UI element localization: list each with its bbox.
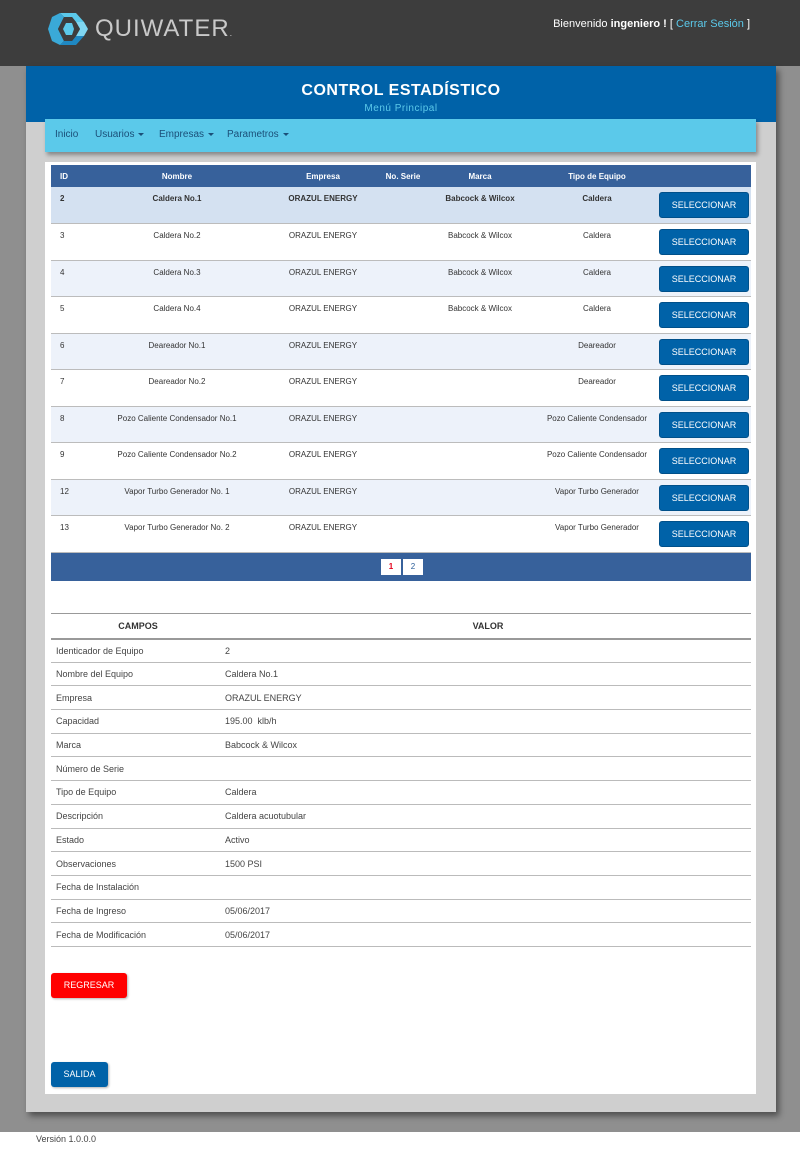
caret-down-icon <box>283 133 289 136</box>
cell-id: 5 <box>51 297 91 334</box>
detail-field: Fecha de Ingreso <box>51 899 225 923</box>
detail-value <box>225 757 751 781</box>
cell-tipo: Deareador <box>537 370 657 407</box>
version-label: Versión 1.0.0.0 <box>36 1134 97 1144</box>
nav-empresas-label: Empresas <box>159 129 205 140</box>
cell-id: 7 <box>51 370 91 407</box>
seleccionar-button[interactable]: SELECCIONAR <box>659 266 749 292</box>
header-tipo: Tipo de Equipo <box>537 165 657 187</box>
detail-value: 05/06/2017 <box>225 899 751 923</box>
cell-id: 4 <box>51 260 91 297</box>
cell-id: 13 <box>51 516 91 553</box>
regresar-button[interactable]: REGRESAR <box>51 973 127 998</box>
header-empresa: Empresa <box>263 165 383 187</box>
cell-serie <box>383 406 423 443</box>
cell-nombre: Vapor Turbo Generador No. 1 <box>91 479 263 516</box>
page-link-2[interactable]: 2 <box>403 559 423 575</box>
equipment-table-header <box>51 165 751 187</box>
top-bar <box>0 0 800 66</box>
header-nombre: Nombre <box>91 165 263 187</box>
cell-nombre: Deareador No.1 <box>91 333 263 370</box>
detail-value: Caldera No.1 <box>225 662 751 686</box>
detail-field: Estado <box>51 828 225 852</box>
cell-marca <box>423 479 537 516</box>
cell-empresa: ORAZUL ENERGY <box>263 516 383 553</box>
seleccionar-button[interactable]: SELECCIONAR <box>659 448 749 474</box>
detail-field: Número de Serie <box>51 757 225 781</box>
cell-action <box>657 443 751 480</box>
detail-row <box>51 804 751 828</box>
page-header <box>26 66 776 122</box>
nav-usuarios-label: Usuarios <box>95 129 135 140</box>
logout-link[interactable]: Cerrar Sesión <box>676 18 744 30</box>
cell-marca: Babcock & Wilcox <box>423 224 537 261</box>
cell-id: 3 <box>51 224 91 261</box>
cell-action <box>657 260 751 297</box>
detail-field: Marca <box>51 733 225 757</box>
table-row[interactable] <box>51 333 751 370</box>
detail-row <box>51 639 751 663</box>
detail-field: Empresa <box>51 686 225 710</box>
cell-serie <box>383 333 423 370</box>
cell-empresa: ORAZUL ENERGY <box>263 443 383 480</box>
cell-nombre: Deareador No.2 <box>91 370 263 407</box>
detail-value <box>225 875 751 899</box>
welcome-text: Bienvenido <box>553 18 608 30</box>
cell-marca <box>423 370 537 407</box>
detail-field: Fecha de Instalación <box>51 875 225 899</box>
detail-row <box>51 828 751 852</box>
cell-action <box>657 406 751 443</box>
welcome-message <box>553 18 750 30</box>
seleccionar-button[interactable]: SELECCIONAR <box>659 485 749 511</box>
header-valor: VALOR <box>225 614 751 639</box>
nav-inicio[interactable] <box>55 129 78 140</box>
cell-id: 2 <box>51 187 91 224</box>
cell-marca: Babcock & Wilcox <box>423 187 537 224</box>
cell-tipo: Vapor Turbo Generador <box>537 479 657 516</box>
detail-value: 1500 PSI <box>225 852 751 876</box>
header-serie: No. Serie <box>383 165 423 187</box>
page-link-1[interactable]: 1 <box>381 559 401 575</box>
cell-serie <box>383 187 423 224</box>
nav-inicio-label: Inicio <box>55 129 79 140</box>
detail-field: Tipo de Equipo <box>51 781 225 805</box>
main-navbar <box>45 119 756 152</box>
cell-tipo: Vapor Turbo Generador <box>537 516 657 553</box>
cell-marca: Babcock & Wilcox <box>423 297 537 334</box>
detail-row <box>51 662 751 686</box>
nav-empresas-dropdown[interactable] <box>159 129 214 140</box>
cell-nombre: Pozo Caliente Condensador No.2 <box>91 443 263 480</box>
cell-id: 6 <box>51 333 91 370</box>
user-name: ingeniero <box>610 18 661 30</box>
welcome-exclamation: ! <box>663 18 667 30</box>
cell-action <box>657 516 751 553</box>
quiwater-logo-icon <box>46 11 90 47</box>
cell-marca <box>423 406 537 443</box>
detail-field: Observaciones <box>51 852 225 876</box>
detail-row <box>51 757 751 781</box>
cell-marca <box>423 443 537 480</box>
cell-empresa: ORAZUL ENERGY <box>263 260 383 297</box>
seleccionar-button[interactable]: SELECCIONAR <box>659 339 749 365</box>
nav-parametros-label: Parametros <box>227 129 279 140</box>
header-marca: Marca <box>423 165 537 187</box>
detail-field: Capacidad <box>51 710 225 734</box>
cell-serie <box>383 370 423 407</box>
cell-tipo: Pozo Caliente Condensador <box>537 443 657 480</box>
salida-button[interactable]: SALIDA <box>51 1062 108 1087</box>
detail-row <box>51 923 751 947</box>
seleccionar-button[interactable]: SELECCIONAR <box>659 412 749 438</box>
detail-value: 05/06/2017 <box>225 923 751 947</box>
nav-parametros-dropdown[interactable] <box>227 129 289 140</box>
cell-marca <box>423 333 537 370</box>
brand-registered-mark: . <box>229 28 233 38</box>
brand-logo[interactable] <box>46 11 232 47</box>
cell-nombre: Caldera No.2 <box>91 224 263 261</box>
cell-nombre: Caldera No.1 <box>91 187 263 224</box>
detail-value: ORAZUL ENERGY <box>225 686 751 710</box>
caret-down-icon <box>208 133 214 136</box>
brand-name: QUIWATER <box>95 15 230 42</box>
detail-row <box>51 686 751 710</box>
detail-value: 2 <box>225 639 751 663</box>
cell-id: 9 <box>51 443 91 480</box>
detail-value: Activo <box>225 828 751 852</box>
cell-nombre: Caldera No.4 <box>91 297 263 334</box>
detail-field: Descripción <box>51 804 225 828</box>
detail-value: 195.00 klb/h <box>225 710 751 734</box>
page-subtitle: Menú Principal <box>364 103 438 114</box>
cell-action <box>657 297 751 334</box>
logout-open-bracket: [ <box>669 18 673 30</box>
detail-row <box>51 781 751 805</box>
detail-value: Babcock & Wilcox <box>225 733 751 757</box>
cell-serie <box>383 443 423 480</box>
cell-empresa: ORAZUL ENERGY <box>263 224 383 261</box>
caret-down-icon <box>138 133 144 136</box>
detail-row <box>51 899 751 923</box>
nav-usuarios-dropdown[interactable] <box>95 129 144 140</box>
cell-empresa: ORAZUL ENERGY <box>263 479 383 516</box>
detail-value: Caldera <box>225 781 751 805</box>
equipment-table <box>51 165 751 553</box>
equipment-detail-table <box>51 613 751 947</box>
header-campos: CAMPOS <box>51 614 225 639</box>
cell-nombre: Caldera No.3 <box>91 260 263 297</box>
detail-field: Nombre del Equipo <box>51 662 225 686</box>
pagination-bar <box>51 553 751 581</box>
cell-tipo: Caldera <box>537 224 657 261</box>
cell-action <box>657 187 751 224</box>
seleccionar-button[interactable]: SELECCIONAR <box>659 521 749 547</box>
cell-action <box>657 333 751 370</box>
cell-nombre: Pozo Caliente Condensador No.1 <box>91 406 263 443</box>
header-action <box>657 165 751 187</box>
table-row[interactable] <box>51 479 751 516</box>
seleccionar-button[interactable]: SELECCIONAR <box>659 375 749 401</box>
cell-action <box>657 479 751 516</box>
cell-tipo: Pozo Caliente Condensador <box>537 406 657 443</box>
cell-empresa: ORAZUL ENERGY <box>263 333 383 370</box>
cell-serie <box>383 516 423 553</box>
cell-nombre: Vapor Turbo Generador No. 2 <box>91 516 263 553</box>
detail-field: Identicador de Equipo <box>51 639 225 663</box>
detail-row <box>51 875 751 899</box>
detail-row <box>51 733 751 757</box>
cell-action <box>657 370 751 407</box>
cell-serie <box>383 297 423 334</box>
detail-table-header <box>51 614 751 639</box>
detail-field: Fecha de Modificación <box>51 923 225 947</box>
cell-serie <box>383 260 423 297</box>
cell-tipo: Caldera <box>537 297 657 334</box>
cell-tipo: Deareador <box>537 333 657 370</box>
content-area <box>45 162 756 1094</box>
cell-serie <box>383 224 423 261</box>
seleccionar-button[interactable]: SELECCIONAR <box>659 229 749 255</box>
table-row[interactable] <box>51 406 751 443</box>
table-row[interactable] <box>51 297 751 334</box>
detail-row <box>51 852 751 876</box>
cell-id: 8 <box>51 406 91 443</box>
cell-serie <box>383 479 423 516</box>
table-row-selected[interactable] <box>51 187 751 224</box>
cell-action <box>657 224 751 261</box>
cell-marca <box>423 516 537 553</box>
cell-tipo: Caldera <box>537 187 657 224</box>
table-row[interactable] <box>51 224 751 261</box>
page-title: CONTROL ESTADÍSTICO <box>301 82 501 99</box>
cell-tipo: Caldera <box>537 260 657 297</box>
cell-id: 12 <box>51 479 91 516</box>
detail-row <box>51 710 751 734</box>
header-id: ID <box>51 165 91 187</box>
table-row[interactable] <box>51 443 751 480</box>
table-row[interactable] <box>51 516 751 553</box>
table-row[interactable] <box>51 370 751 407</box>
cell-marca: Babcock & Wilcox <box>423 260 537 297</box>
logout-close-bracket: ] <box>746 18 750 30</box>
seleccionar-button[interactable]: SELECCIONAR <box>659 192 749 218</box>
seleccionar-button[interactable]: SELECCIONAR <box>659 302 749 328</box>
cell-empresa: ORAZUL ENERGY <box>263 370 383 407</box>
cell-empresa: ORAZUL ENERGY <box>263 297 383 334</box>
detail-value: Caldera acuotubular <box>225 804 751 828</box>
table-row[interactable] <box>51 260 751 297</box>
cell-empresa: ORAZUL ENERGY <box>263 406 383 443</box>
cell-empresa: ORAZUL ENERGY <box>263 187 383 224</box>
